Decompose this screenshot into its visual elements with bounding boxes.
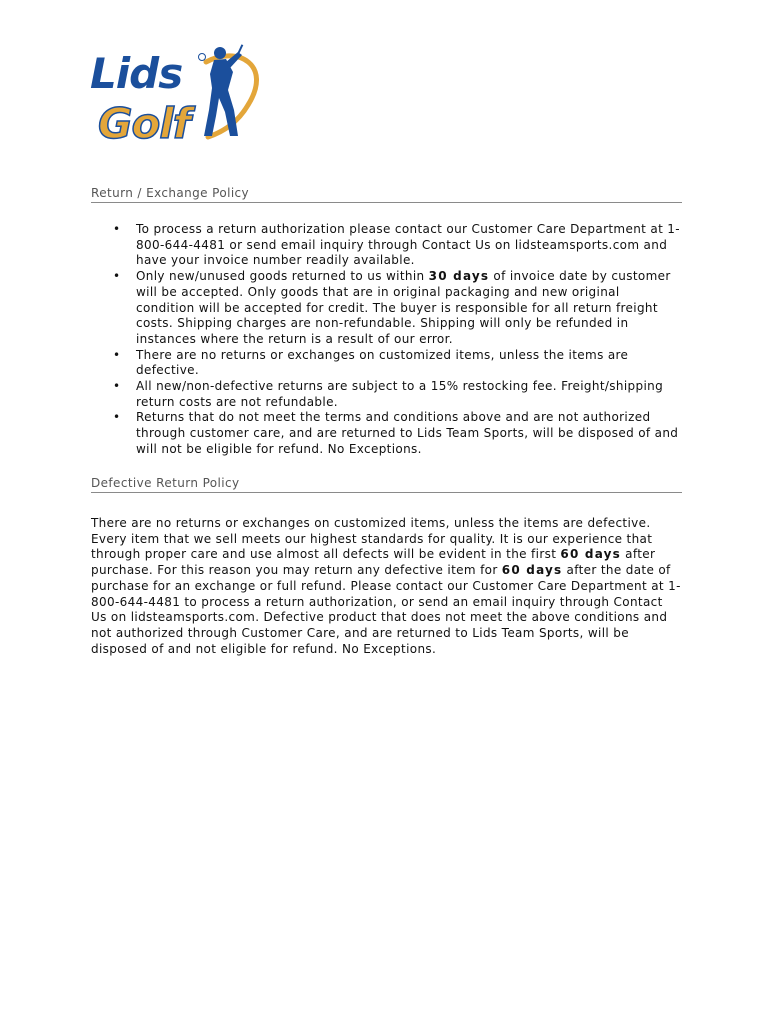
return-policy-list [91,222,682,458]
defect-window-days: 60 days [560,547,621,562]
bullet-icon: • [113,269,121,284]
defective-policy-paragraph: There are no returns or exchanges on customized items, unless the items are defective. Every item that we sell meets our highest standards for quality. It is our experience that through proper care and use almost all defects will be evident in the first 60 days after purchase. For this reason you may return any defective item for 60 days after the date of purchase for an exchange or full refund. Please contact our Customer Care Department at 1-800-644-4481 to process a return authorization, or send an email inquiry through Contact Us on lidsteamsports.com. Defective product that does not meet the above conditions and not authorized through Customer Care, and are returned to Lids Team Sports, will be disposed of and not eligible for refund. No Exceptions. [91,516,681,656]
return-window-days: 30 days [428,269,490,284]
lids-golf-logo [88,40,268,145]
return-exchange-policy-heading: Return / Exchange Policy [91,186,682,203]
bullet-icon: • [113,379,121,394]
list-item: • There are no returns or exchanges on customized items, unless the items are defective. [113,347,629,378]
defective-return-policy-heading: Defective Return Policy [91,476,682,493]
defective-return-days: 60 days [501,563,563,578]
list-item: • Returns that do not meet the terms and conditions above and are not authorized through customer care, and are returned to Lids Team Sports, will be disposed of and will not be eligible for refund. No Exceptions. [113,410,679,456]
bullet-icon: • [113,347,121,362]
list-item: • To process a return authorization please contact our Customer Care Department at 1-800-644-4481 or send email inquiry through Contact Us on lidsteamsports.com and have your invoice number readily available. [113,222,680,268]
svg-text:Lids: Lids [90,49,183,98]
list-item: • All new/non-defective returns are subject to a 15% restocking fee. Freight/shipping return costs are not refundable. [113,379,664,409]
bullet-icon: • [113,222,121,236]
list-item: • Only new/unused goods returned to us within 30 days of invoice date by customer will be accepted. Only goods that are in original packaging and new original condition will be accepted for credit. The buyer is responsible for all return freight costs. Shipping charges are non-refundable. Shipping will only be refunded in instances where the return is a result of our error. [113,269,671,346]
bullet-icon: • [113,410,121,425]
svg-text:Golf: Golf [98,99,190,145]
